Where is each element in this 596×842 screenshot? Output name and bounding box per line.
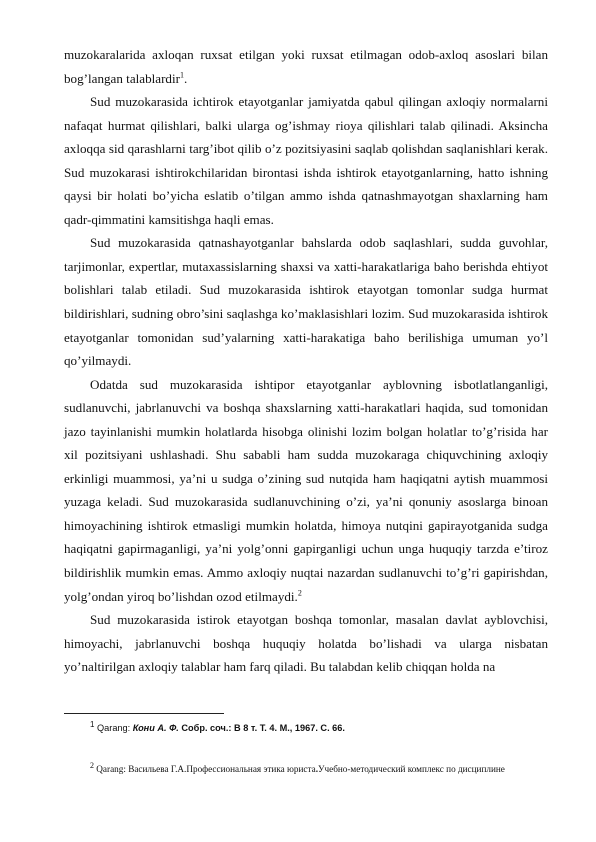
footnote-separator [64, 713, 224, 714]
footnote-2-title: Васильева Г.А.Профессиональная этика юриста [128, 764, 316, 774]
footnote-2-rest: Учебно-методический комплекс по дисциплине [317, 764, 505, 774]
paragraph-4 [64, 373, 548, 608]
footnote-1-source: Собр. соч.: В 8 т. Т. 4. М., 1967. С. 66. [178, 723, 345, 733]
footnote-ref-1[interactable]: 1 [179, 70, 184, 80]
paragraph-1-text: muzokaralarida axloqan ruxsat etilgan yoki ruxsat etilmagan odob-axloq asoslari bilan bog’langan talablardir [64, 47, 548, 86]
paragraph-4-text: Odatda sud muzokarasida ishtipor etayotganlar ayblovning isbotlatlanganligi, sudlanuvchi, jabrlanuvchi va boshqa shaxslarning xatti-harakatlari haqida, sud tomonidan jazo tayinlanishi mumkin holatlarda hisobga olinishi lozim bolgan holatlar to’g’risida har xil pozitsiyani ushlashadi. Shu sababli ham sudda muzokaraga chiquvchining axloqiy erkinligi muammosi, ya’ni u sudga o’zining sud nutqida ham haqiqatni aytish muammosi yuzaga keladi. Sud muzokarasida sudlanuvchining o’zi, ya’ni qonuniy asoslarga binoan himoyachining ishtirok etmasligi mumkin holatda, himoya nutqini gapirayotganida sudga haqiqatni gapirmaganligi, ya’ni yolg’onni gapirganligi uchun unga huquqiy tarzda e’tiroz bildirishlik mumkin emas. Ammo axloqiy nuqtai nazardan sudlanuvchi to’g’ri gapirishdan, yolg’ondan yiroq bo’lishdan ozod etilmaydi. [64, 376, 548, 604]
paragraph-2: Sud muzokarasida ichtirok etayotganlar jamiyatda qabul qilingan axloqiy normalarni nafaqat hurmat qilishlari, balki ularga og’ishmay rioya qilishlari talab qilinadi. Aksincha axloqqa sid qarashlarni targ’ibot qilib o’z pozitsiyasini saqlab qolishdan saqlanishlari kerak. Sud muzokarasi ishtirokchilaridan birontasi ishda ishtirok etayotganlarning, hatto ishning qaysi bir holati bo’yicha eslatib o’tilgan ammo ishda qatnashmayotgan shaxlarning ham qadr-qimmatini kamsitishga haqli emas. [64, 94, 548, 227]
footnote-2-mark: 2 [90, 760, 94, 770]
footnote-1-prefix: Qarang: [94, 723, 133, 733]
footnote-1-mark: 1 [90, 719, 95, 729]
main-text [64, 43, 548, 679]
footnote-ref-2[interactable]: 2 [297, 588, 302, 598]
footnote-1 [90, 719, 550, 734]
footnote-1-author: Кони А. Ф. [132, 723, 179, 733]
paragraph-1 [64, 43, 548, 90]
paragraph-1-tail: . [183, 70, 188, 86]
paragraph-3: Sud muzokarasida qatnashayotganlar bahslarda odob saqlashlari, sudda guvohlar, tarjimonlar, expertlar, mutaxassislarning shaxsi va xatti-harakatlariga baho berishda ehtiyot bolishlari talab etiladi. Sud muzokarasida ishtirok etayotgan tomonlar sudga hurmat bildirishlari, sudning obro’sini saqlashga ko’maklasishlari lozim. Sud muzokarasida ishtirok etayotganlar tomonidan sud’yalarning xatti-harakatiga baho berilishiga umuman yo’l qo’yilmaydi. [64, 235, 548, 369]
paragraph-5: Sud muzokarasida istirok etayotgan boshqa tomonlar, masalan davlat ayblovchisi, himoyachi, jabrlanuvchi boshqa huquqiy holatda bo’lishadi va ularga nisbatan yo’naltirilgan axloqiy talablar ham farq qiladi. Bu talabdan kelib chiqqan holda na [64, 612, 548, 675]
footnote-2-prefix: Qarang: [94, 764, 129, 774]
footnote-2-dot: . [315, 764, 318, 774]
footnote-2 [90, 760, 550, 775]
